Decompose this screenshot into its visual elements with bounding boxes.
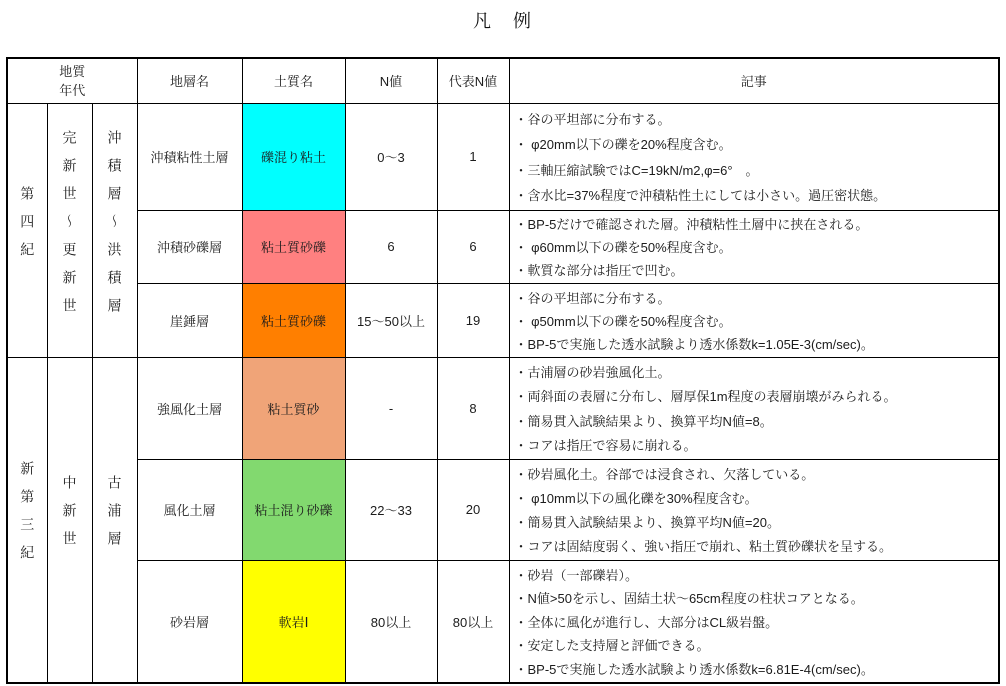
stratum-name-cell: 崖錘層 xyxy=(137,283,242,357)
header-remarks: 記事 xyxy=(509,58,999,103)
header-era-label xyxy=(8,62,137,100)
era-period-neogene xyxy=(7,357,47,683)
text-line: ・谷の平坦部に分布する。 xyxy=(514,290,671,306)
stratum-name-cell: 沖積粘性土層 xyxy=(137,103,242,210)
text-line: ・三軸圧縮試験ではC=19kN/m2,φ=6° 。 xyxy=(514,162,759,178)
text-line: ・ φ10mm以下の風化礫を30%程度含む。 xyxy=(514,491,758,506)
n-value-cell: - xyxy=(345,357,437,459)
soil-color-swatch: 粘土質砂礫 xyxy=(242,210,345,283)
text-line: ・砂岩（一部礫岩）。 xyxy=(514,567,639,583)
text-line: ・軟質な部分は指圧で凹む。 xyxy=(514,262,684,278)
stratum-name-cell: 強風化土層 xyxy=(137,357,242,459)
n-value-cell: 6 xyxy=(345,210,437,283)
text-line: ・両斜面の表層に分布し、層厚保1m程度の表層崩壊がみられる。 xyxy=(514,389,897,405)
remarks-cell xyxy=(509,357,999,459)
legend-table xyxy=(6,57,1000,684)
remarks-lines xyxy=(515,562,995,680)
remarks-lines xyxy=(515,286,995,355)
text-line: ・ φ50mm以下の礫を50%程度含む。 xyxy=(514,313,732,329)
table-row xyxy=(7,283,999,357)
soil-color-swatch: 粘土質砂礫 xyxy=(242,283,345,357)
remarks-cell xyxy=(509,283,999,357)
text-line: ・古浦層の砂岩強風化土。 xyxy=(514,365,671,381)
text-line: ・簡易貫入試験結果より、換算平均N値=8。 xyxy=(514,413,773,429)
text-line: ・ φ60mm以下の礫を50%程度含む。 xyxy=(514,239,732,255)
text-line: ・BP-5で実施した透水試験より透水係数k=6.81E-4(cm/sec)。 xyxy=(514,661,874,677)
rep-n-value-cell: 80以上 xyxy=(437,560,509,683)
table-row xyxy=(7,210,999,283)
remarks-cell xyxy=(509,560,999,683)
header-row xyxy=(7,58,999,103)
table-row xyxy=(7,103,999,210)
era-epoch-label: 完新世～更新世 xyxy=(61,129,78,326)
stratum-name-cell: 沖積砂礫層 xyxy=(137,210,242,283)
rep-n-value-cell: 1 xyxy=(437,103,509,210)
text-line: ・含水比=37%程度で沖積粘性土にしては小さい。過圧密状態。 xyxy=(514,187,887,203)
header-stratum-name: 地層名 xyxy=(137,58,242,103)
text-line: ・BP-5だけで確認された層。沖積粘性土層中に挟在される。 xyxy=(514,217,869,233)
text-line: ・コアは固結度弱く、強い指圧で崩れ、粘土質砂礫状を呈する。 xyxy=(514,539,893,554)
table-row xyxy=(7,459,999,560)
text-line: 地質 xyxy=(59,63,86,79)
text-line: ・谷の平坦部に分布する。 xyxy=(514,112,671,128)
soil-color-swatch: 粘土混り砂礫 xyxy=(242,459,345,560)
era-formation-label: 古浦層 xyxy=(106,475,123,560)
text-line: ・砂岩風化土。谷部では浸食され、欠落している。 xyxy=(514,467,815,482)
table-row xyxy=(7,560,999,683)
era-period-label: 第四紀 xyxy=(19,185,36,270)
soil-color-swatch: 礫混り粘土 xyxy=(242,103,345,210)
era-formation-label: 沖積層～洪積層 xyxy=(106,129,123,326)
text-line: ・BP-5で実施した透水試験より透水係数k=1.05E-3(cm/sec)。 xyxy=(514,336,874,352)
text-line: ・簡易貫入試験結果より、換算平均N値=20。 xyxy=(514,515,780,530)
remarks-lines xyxy=(515,213,995,281)
header-rep-n-value: 代表N値 xyxy=(437,58,509,103)
text-line: ・コアは指圧で容易に崩れる。 xyxy=(514,437,697,453)
remarks-lines xyxy=(515,360,995,457)
era-formation-kora xyxy=(92,357,137,683)
text-line: ・全体に風化が進行し、大部分はCL級岩盤。 xyxy=(514,614,779,630)
stratum-name-cell: 砂岩層 xyxy=(137,560,242,683)
remarks-cell xyxy=(509,210,999,283)
remarks-cell xyxy=(509,459,999,560)
era-formation-alluvium-diluvium xyxy=(92,103,137,357)
header-n-value: N値 xyxy=(345,58,437,103)
soil-color-swatch: 軟岩Ⅰ xyxy=(242,560,345,683)
remarks-lines xyxy=(515,106,995,207)
era-epoch-label: 中新世 xyxy=(61,475,78,560)
header-soil-name: 土質名 xyxy=(242,58,345,103)
remarks-lines xyxy=(515,462,995,558)
era-epoch-miocene xyxy=(47,357,92,683)
header-era xyxy=(7,58,137,103)
era-period-label: 新第三紀 xyxy=(19,461,36,574)
rep-n-value-cell: 20 xyxy=(437,459,509,560)
soil-color-swatch: 粘土質砂 xyxy=(242,357,345,459)
n-value-cell: 22～33 xyxy=(345,459,437,560)
text-line: 年代 xyxy=(59,82,86,98)
remarks-cell xyxy=(509,103,999,210)
n-value-cell: 15～50以上 xyxy=(345,283,437,357)
era-epoch-holocene-pleistocene xyxy=(47,103,92,357)
n-value-cell: 80以上 xyxy=(345,560,437,683)
n-value-cell: 0～3 xyxy=(345,103,437,210)
text-line: ・ φ20mm以下の礫を20%程度含む。 xyxy=(514,137,732,153)
rep-n-value-cell: 19 xyxy=(437,283,509,357)
table-row xyxy=(7,357,999,459)
rep-n-value-cell: 8 xyxy=(437,357,509,459)
stratum-name-cell: 風化土層 xyxy=(137,459,242,560)
rep-n-value-cell: 6 xyxy=(437,210,509,283)
era-period-quaternary xyxy=(7,103,47,357)
text-line: ・N値>50を示し、固結土状～65cm程度の柱状コアとなる。 xyxy=(514,591,864,607)
legend-title: 凡 例 xyxy=(473,11,533,31)
text-line: ・安定した支持層と評価できる。 xyxy=(514,638,710,654)
